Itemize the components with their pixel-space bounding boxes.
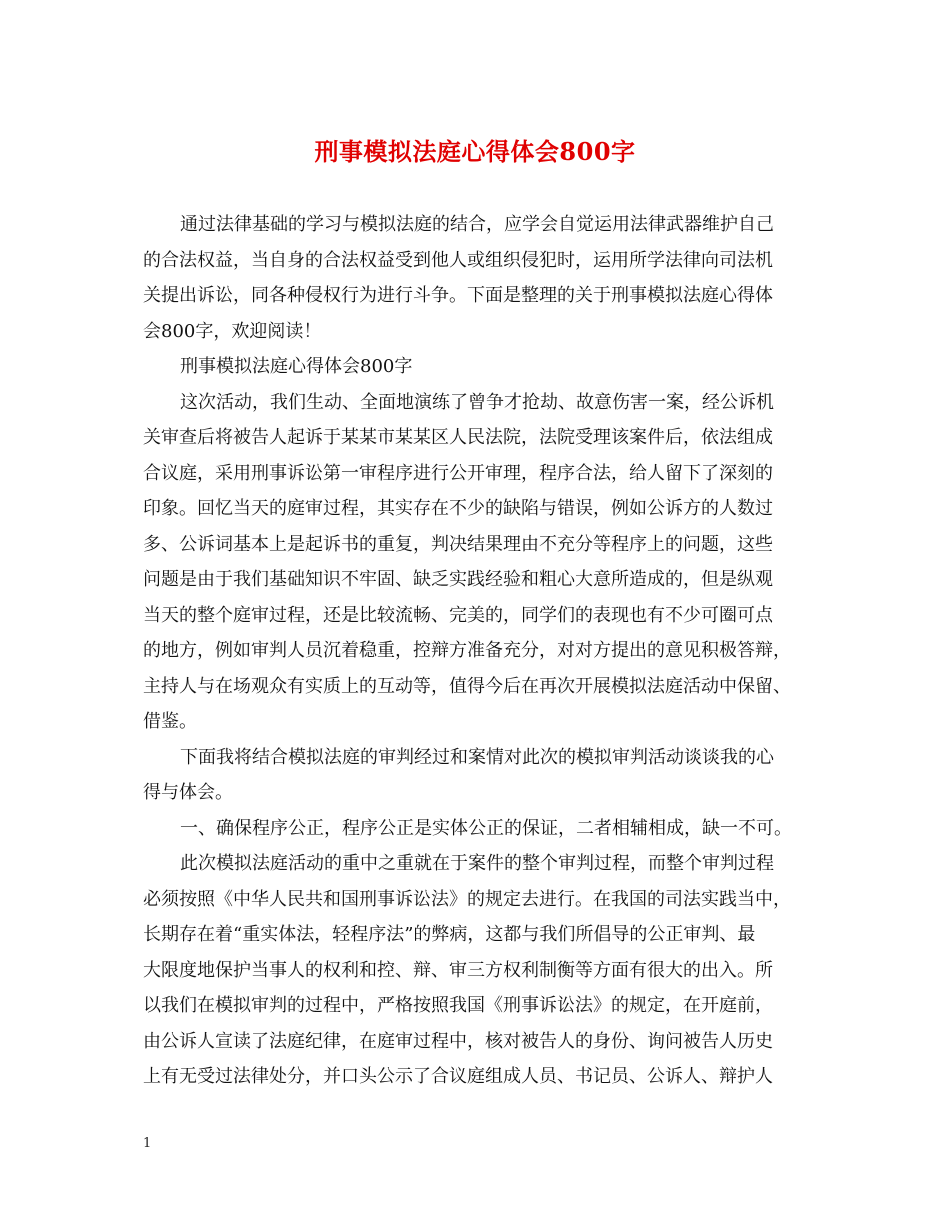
paragraph-line: 通过法律基础的学习与模拟法庭的结合，应学会自觉运用法律武器维护自己	[180, 214, 774, 235]
paragraph-line: 合议庭，采用刑事诉讼第一审程序进行公开审理，程序合法，给人留下了深刻的	[143, 462, 773, 484]
paragraph-line: 必须按照《中华人民共和国刑事诉讼法》的规定去进行。在我国的司法实践当中，	[143, 888, 791, 910]
paragraph-line: 印象。回忆当天的庭审过程，其实存在不少的缺陷与错误，例如公诉方的人数过	[143, 498, 773, 519]
document-title: 刑事模拟法庭心得体会800字	[314, 137, 636, 166]
paragraph-line: 借鉴。	[143, 711, 197, 732]
page-number: 1	[143, 1136, 152, 1151]
paragraph-line: 下面我将结合模拟法庭的审判经过和案情对此次的模拟审判活动谈谈我的心	[180, 746, 774, 768]
paragraph-line: 长期存在着“重实体法，轻程序法”的弊病，这都与我们所倡导的公正审判、最	[143, 924, 756, 945]
paragraph-line: 上有无受过法律处分，并口头公示了合议庭组成人员、书记员、公诉人、辩护人	[143, 1066, 773, 1087]
paragraph-line: 的地方，例如审判人员沉着稳重，控辩方准备充分，对对方提出的意见积极答辩，	[143, 640, 791, 661]
paragraph-line: 主持人与在场观众有实质上的互动等，值得今后在再次开展模拟法庭活动中保留、	[143, 675, 791, 697]
paragraph-line: 当天的整个庭审过程，还是比较流畅、完美的，同学们的表现也有不少可圈可点	[143, 604, 773, 626]
paragraph-line: 以我们在模拟审判的过程中，严格按照我国《刑事诉讼法》的规定，在开庭前，	[143, 995, 773, 1016]
paragraph-line: 此次模拟法庭活动的重中之重就在于案件的整个审判过程，而整个审判过程	[180, 853, 774, 874]
paragraph-line: 由公诉人宣读了法庭纪律，在庭审过程中，核对被告人的身份、询问被告人历史	[143, 1030, 773, 1052]
paragraph-line: 得与体会。	[143, 782, 233, 803]
paragraph-line: 问题是由于我们基础知识不牢固、缺乏实践经验和粗心大意所造成的，但是纵观	[143, 569, 773, 590]
document-body	[143, 207, 813, 1095]
section-heading: 刑事模拟法庭心得体会800字	[180, 356, 413, 377]
paragraph-line: 多、公诉词基本上是起诉书的重复，判决结果理由不充分等程序上的问题，这些	[143, 533, 773, 555]
paragraph-line: 关提出诉讼，同各种侵权行为进行斗争。下面是整理的关于刑事模拟法庭心得体	[143, 285, 773, 306]
paragraph-line: 一、确保程序公正，程序公正是实体公正的保证，二者相辅相成，缺一不可。	[180, 817, 792, 839]
paragraph-line: 关审查后将被告人起诉于某某市某某区人民法院，法院受理该案件后，依法组成	[143, 427, 773, 448]
paragraph-line: 会800字，欢迎阅读！	[143, 320, 322, 342]
paragraph-line: 大限度地保护当事人的权利和控、辩、审三方权利制衡等方面有很大的出入。所	[143, 959, 773, 981]
paragraph-line: 这次活动，我们生动、全面地演练了曾争才抢劫、故意伤害一案，经公诉机	[180, 391, 774, 413]
paragraph-line: 的合法权益，当自身的合法权益受到他人或组织侵犯时，运用所学法律向司法机	[143, 249, 773, 271]
